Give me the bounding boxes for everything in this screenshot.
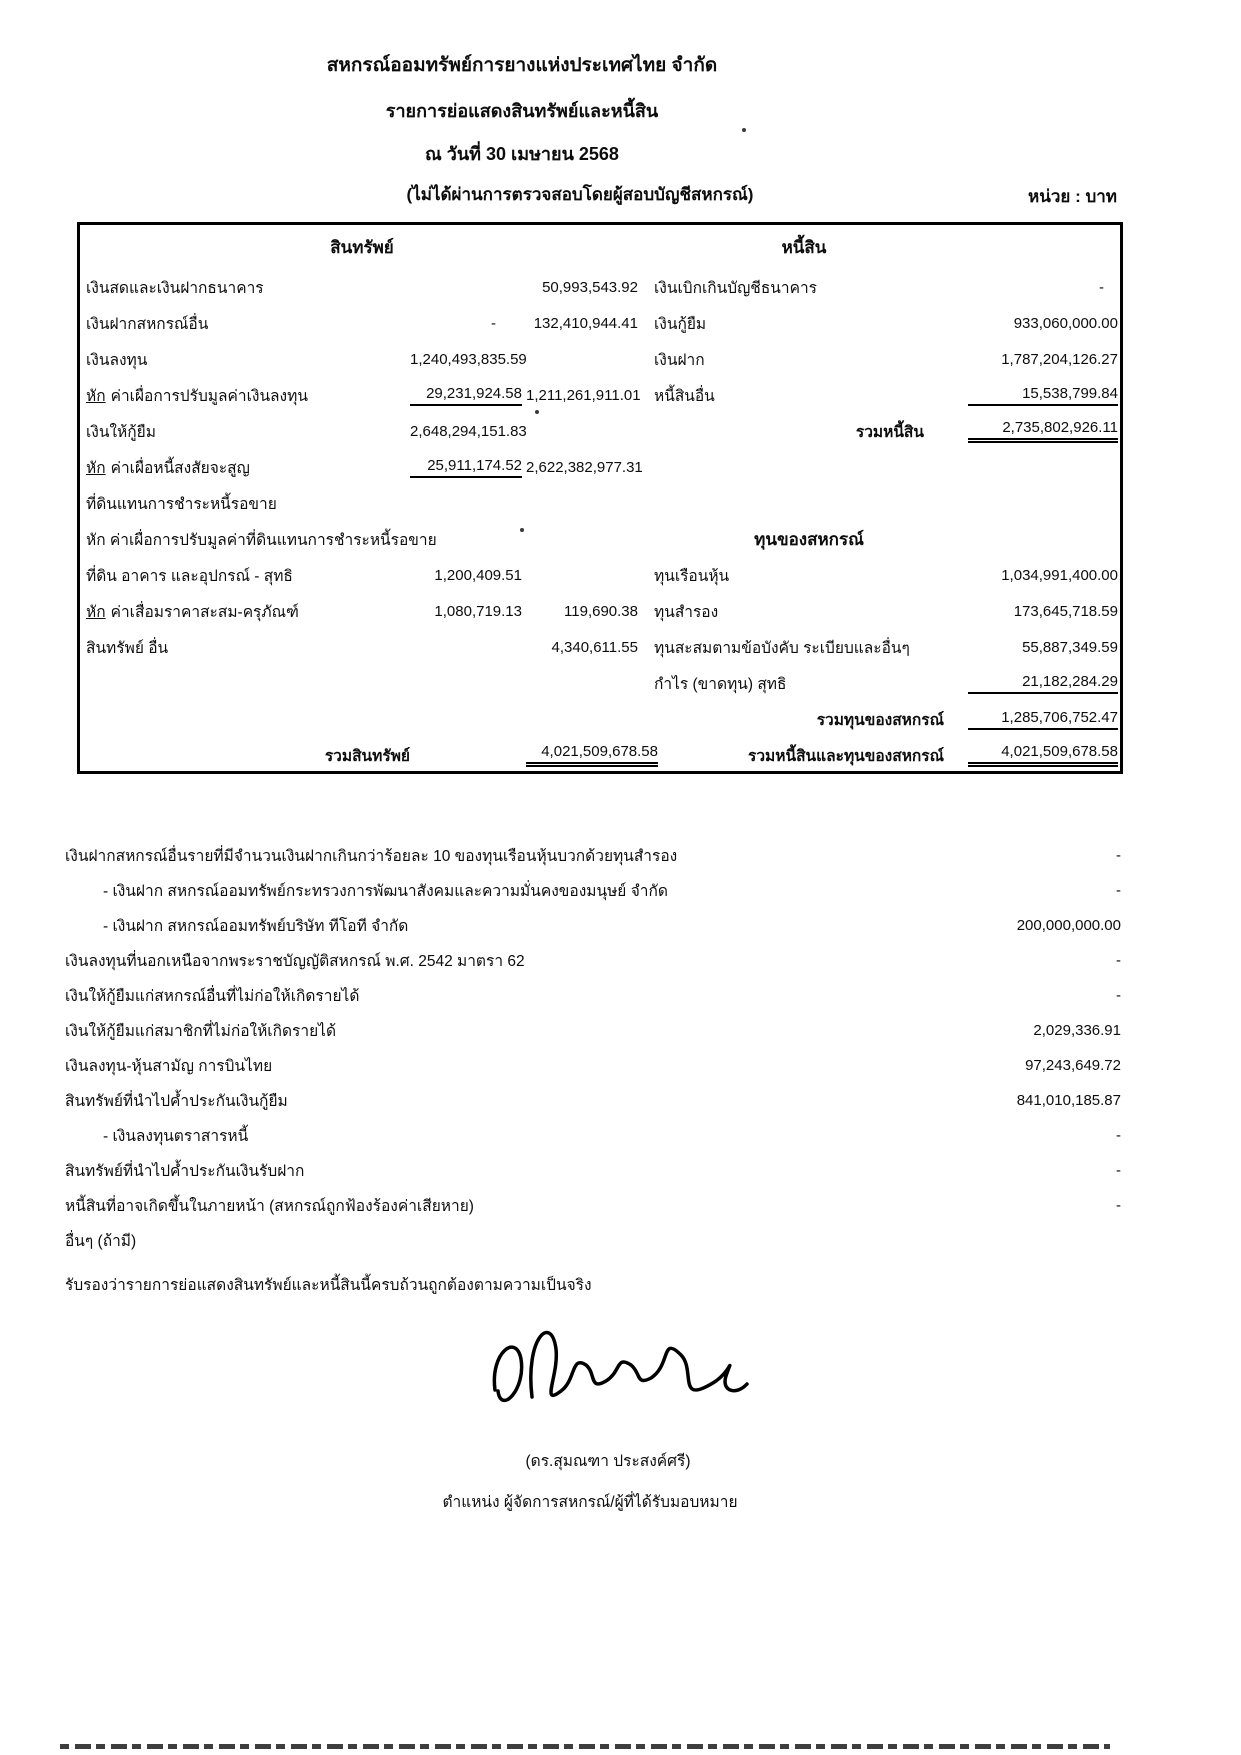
asset-amount: 4,340,611.55 <box>551 638 638 656</box>
note-row <box>65 1153 1121 1188</box>
note-label: อื่นๆ (ถ้ามี) <box>65 1233 137 1250</box>
liability-amount: 1,787,204,126.27 <box>1001 350 1118 368</box>
equity-total-amount: 1,285,706,752.47 <box>964 709 1122 730</box>
equity-section-title: ทุนของสหกรณ์ <box>754 529 864 549</box>
note-value: 200,000,000.00 <box>1016 917 1121 934</box>
liabilities-total-label: รวมหนี้สิน <box>855 423 924 441</box>
asset-label: เงินฝากสหกรณ์อื่น <box>86 315 209 333</box>
asset-amount: 132,410,944.41 <box>533 314 638 332</box>
table-row <box>80 341 1120 377</box>
asset-sub-amount: 1,080,719.13 <box>434 602 522 620</box>
equity-amount: 1,034,991,400.00 <box>1001 566 1118 584</box>
asset-label: เงินลงทุน <box>86 351 148 369</box>
note-row <box>65 1083 1121 1118</box>
asset-label: เงินให้กู้ยืม <box>86 423 156 441</box>
note-row <box>65 1013 1121 1048</box>
asset-label: หัก ค่าเผื่อหนี้สงสัยจะสูญ <box>86 459 250 477</box>
asset-amount: 1,211,261,911.01 <box>526 386 641 404</box>
table-row <box>80 377 1120 413</box>
deduction-prefix: หัก <box>86 459 106 477</box>
assets-section-title: สินทรัพย์ <box>330 237 394 257</box>
note-row <box>65 873 1121 908</box>
certification-statement: รับรองว่ารายการย่อแสดงสินทรัพย์และหนี้สินนี้ครบถ้วนถูกต้องตามความเป็นจริง <box>65 1277 592 1294</box>
assets-total-amount: 4,021,509,678.58 <box>526 743 644 767</box>
liability-label: หนี้สินอื่น <box>654 387 715 405</box>
asset-sub-amount: 1,200,409.51 <box>434 566 522 584</box>
table-row <box>80 557 1120 593</box>
asset-amount: 2,622,382,977.31 <box>526 458 643 476</box>
asset-sub-amount: 29,231,924.58 <box>410 385 526 406</box>
note-value: - <box>1116 1162 1121 1179</box>
asset-amount: 50,993,543.92 <box>542 278 638 296</box>
notes-section <box>65 838 1121 1258</box>
grand-total-row <box>80 737 1120 773</box>
assets-total-label: รวมสินทรัพย์ <box>324 747 410 765</box>
note-row <box>65 943 1121 978</box>
signatory-position: ตำแหน่ง ผู้จัดการสหกรณ์/ผู้ที่ได้รับมอบหมาย <box>442 1494 738 1511</box>
equity-amount: 21,182,284.29 <box>964 673 1122 694</box>
table-row <box>80 413 1120 449</box>
note-row <box>65 1188 1121 1223</box>
note-label: สินทรัพย์ที่นำไปค้ำประกันเงินรับฝาก <box>65 1163 305 1180</box>
equity-label: กำไร (ขาดทุน) สุทธิ <box>654 675 787 693</box>
note-value: 841,010,185.87 <box>1016 1092 1121 1109</box>
table-row <box>80 449 1120 485</box>
table-row <box>80 593 1120 629</box>
asset-label: หัก ค่าเสื่อมราคาสะสม-ครุภัณฑ์ <box>86 603 299 621</box>
liability-amount: 15,538,799.84 <box>964 385 1122 406</box>
as-of-date: ณ วันที่ 30 เมษายน 2568 <box>425 144 619 164</box>
note-row <box>65 1118 1121 1153</box>
liability-amount: 933,060,000.00 <box>1013 314 1118 332</box>
note-row <box>65 1223 1121 1258</box>
note-label: - เงินฝาก สหกรณ์ออมทรัพย์กระทรวงการพัฒนาสังคมและความมั่นคงของมนุษย์ จำกัด <box>103 883 668 900</box>
liability-label: เงินฝาก <box>654 351 705 369</box>
liabilities-total-amount: 2,735,802,926.11 <box>964 419 1122 443</box>
equity-total-label: รวมทุนของสหกรณ์ <box>816 711 944 729</box>
note-label: หนี้สินที่อาจเกิดขึ้นในภายหน้า (สหกรณ์ถูกฟ้องร้องค่าเสียหาย) <box>65 1198 474 1215</box>
liability-amount: - <box>1099 278 1104 296</box>
note-row <box>65 908 1121 943</box>
signature-strokes <box>470 1295 770 1445</box>
asset-label: สินทรัพย์ อื่น <box>86 639 169 657</box>
unit-label: หน่วย : บาท <box>1028 187 1117 206</box>
note-value: - <box>1116 882 1121 899</box>
table-row <box>80 701 1120 737</box>
table-row <box>80 521 1120 557</box>
liabilities-section-title: หนี้สิน <box>781 237 827 257</box>
note-row <box>65 838 1121 873</box>
note-label: เงินให้กู้ยืมแก่สมาชิกที่ไม่ก่อให้เกิดรายได้ <box>65 1023 337 1040</box>
table-row <box>80 485 1120 521</box>
table-row <box>80 629 1120 665</box>
deduction-prefix: หัก <box>86 603 106 621</box>
table-row <box>80 269 1120 305</box>
equity-amount: 55,887,349.59 <box>1022 638 1118 656</box>
asset-label: ที่ดิน อาคาร และอุปกรณ์ - สุทธิ <box>86 567 293 585</box>
asset-sub-amount: 2,648,294,151.83 <box>410 422 527 440</box>
balance-sheet-table <box>77 222 1123 774</box>
note-value: 2,029,336.91 <box>1033 1022 1121 1039</box>
report-title: รายการย่อแสดงสินทรัพย์และหนี้สิน <box>385 101 659 121</box>
note-label: เงินลงทุนที่นอกเหนือจากพระราชบัญญัติสหกรณ์ พ.ศ. 2542 มาตรา 62 <box>65 953 525 970</box>
equity-amount: 173,645,718.59 <box>1013 602 1118 620</box>
note-value: - <box>1116 1127 1121 1144</box>
signatory-name: (ดร.สุมณฑา ประสงค์ศรี) <box>525 1453 691 1470</box>
note-label: เงินฝากสหกรณ์อื่นรายที่มีจำนวนเงินฝากเกินกว่าร้อยละ 10 ของทุนเรือนหุ้นบวกด้วยทุนสำรอง <box>65 848 678 865</box>
asset-label: เงินสดและเงินฝากธนาคาร <box>86 279 264 297</box>
note-row <box>65 978 1121 1013</box>
scan-artifact <box>60 1744 1110 1749</box>
asset-sub-amount: - <box>491 314 496 332</box>
unaudited-note: (ไม่ได้ผ่านการตรวจสอบโดยผู้สอบบัญชีสหกรณ์) <box>406 185 754 204</box>
note-value: - <box>1116 987 1121 1004</box>
note-value: - <box>1116 1197 1121 1214</box>
scan-speck <box>535 410 539 414</box>
deduction-prefix: หัก <box>86 387 106 405</box>
note-value: - <box>1116 952 1121 969</box>
liability-label: เงินเบิกเกินบัญชีธนาคาร <box>654 279 817 297</box>
note-value: 97,243,649.72 <box>1025 1057 1121 1074</box>
org-name: สหกรณ์ออมทรัพย์การยางแห่งประเทศไทย จำกัด <box>326 55 718 76</box>
note-label: เงินลงทุน-หุ้นสามัญ การบินไทย <box>65 1058 273 1075</box>
note-label: - เงินฝาก สหกรณ์ออมทรัพย์บริษัท ทีโอที จำกัด <box>103 918 409 935</box>
note-label: - เงินลงทุนตราสารหนี้ <box>103 1128 249 1145</box>
liability-label: เงินกู้ยืม <box>654 315 707 333</box>
signature-image <box>470 1295 770 1445</box>
section-header-row <box>80 225 1120 269</box>
asset-label: ที่ดินแทนการชำระหนี้รอขาย <box>86 495 277 513</box>
asset-amount: 119,690.38 <box>564 602 638 620</box>
equity-label: ทุนสำรอง <box>654 603 719 621</box>
note-row <box>65 1048 1121 1083</box>
asset-label: หัก ค่าเผื่อการปรับมูลค่าเงินลงทุน <box>86 387 308 405</box>
table-row <box>80 305 1120 341</box>
equity-label: ทุนเรือนหุ้น <box>654 567 730 585</box>
liabilities-equity-total-amount: 4,021,509,678.58 <box>964 743 1122 767</box>
note-label: เงินให้กู้ยืมแก่สหกรณ์อื่นที่ไม่ก่อให้เกิดรายได้ <box>65 988 360 1005</box>
asset-sub-amount: 1,240,493,835.59 <box>410 350 527 368</box>
equity-label: ทุนสะสมตามข้อบังคับ ระเบียบและอื่นๆ <box>654 639 910 657</box>
note-value: - <box>1116 847 1121 864</box>
asset-sub-amount: 25,911,174.52 <box>410 457 526 478</box>
table-row <box>80 665 1120 701</box>
liabilities-equity-total-label: รวมหนี้สินและทุนของสหกรณ์ <box>748 747 944 765</box>
scan-speck <box>520 528 524 532</box>
scan-speck <box>742 128 746 132</box>
asset-label: หัก ค่าเผื่อการปรับมูลค่าที่ดินแทนการชำระหนี้รอขาย <box>86 531 437 549</box>
note-label: สินทรัพย์ที่นำไปค้ำประกันเงินกู้ยืม <box>65 1093 288 1110</box>
